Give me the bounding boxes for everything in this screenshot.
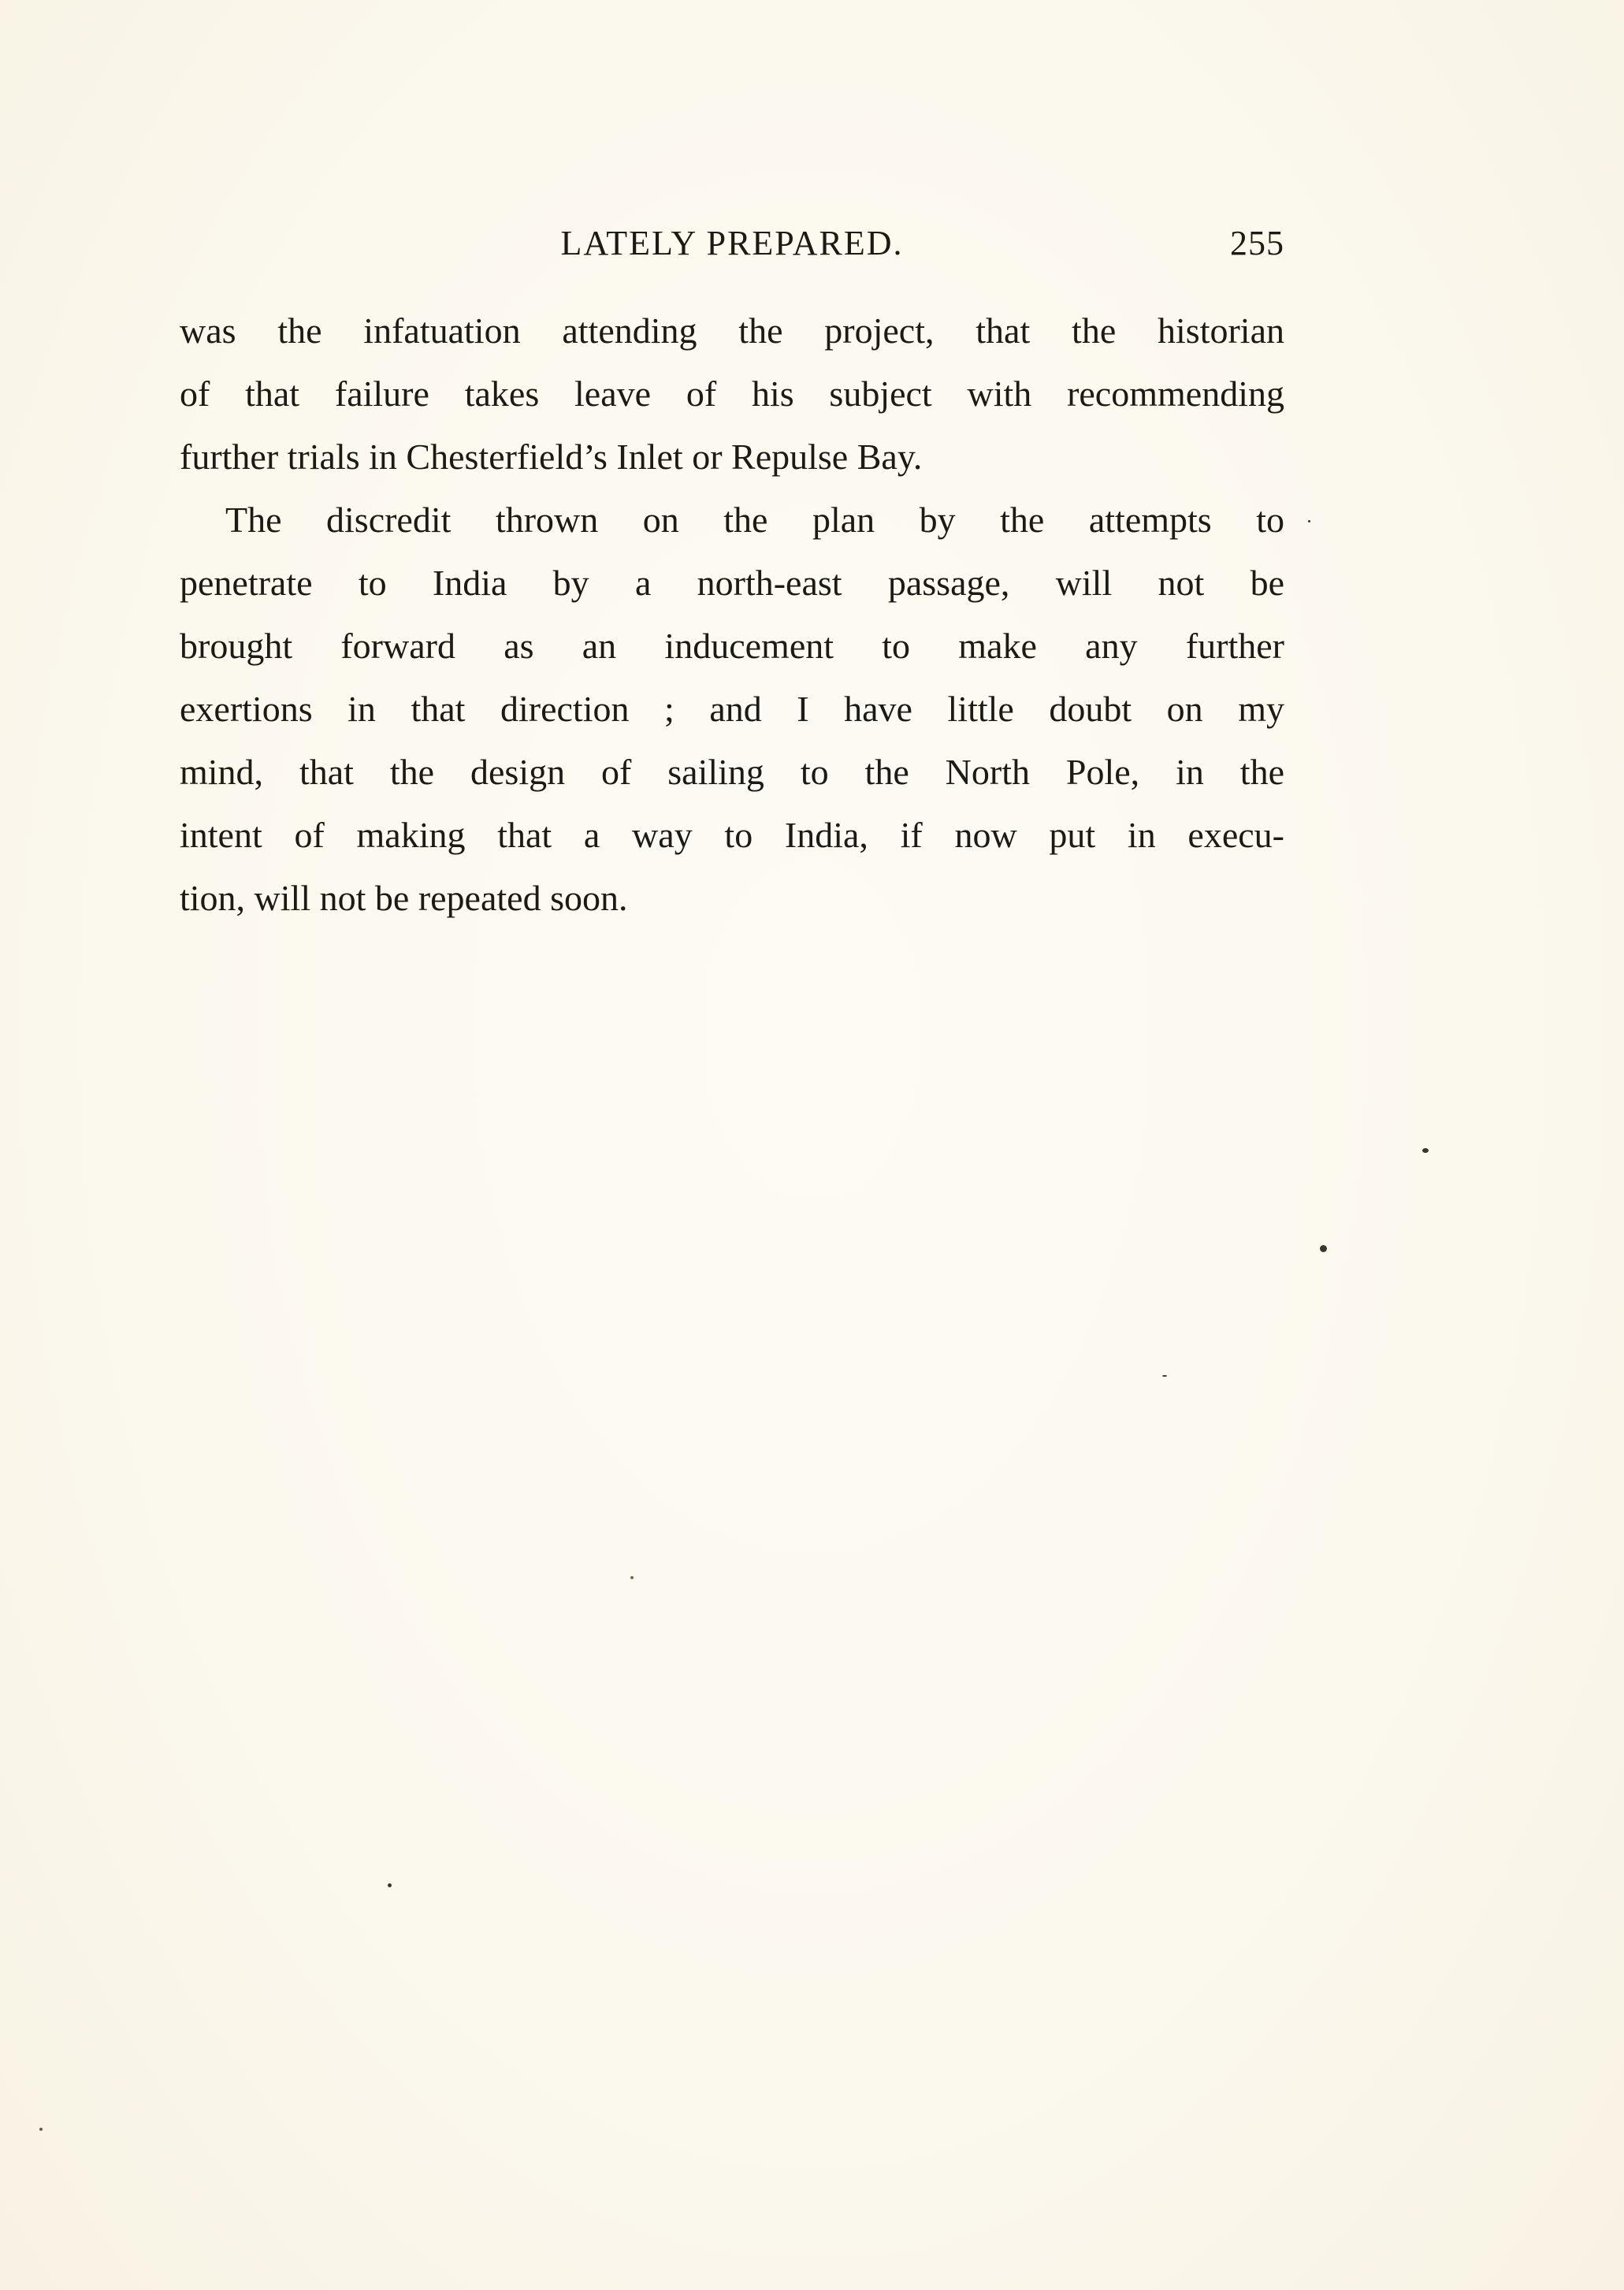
body-text [180, 299, 1284, 930]
text-line: exertions in that direction ; and I have little doubt on my [180, 689, 1284, 729]
text-line: of that failure takes leave of his subject with recommending [180, 374, 1284, 414]
paper-speck [630, 1576, 634, 1579]
text-line: mind, that the design of sailing to the North Pole, in the [180, 752, 1284, 792]
text-line: penetrate to India by a north-east passage, will not be [180, 563, 1284, 603]
text-line: The discredit thrown on the plan by the attempts to [225, 500, 1284, 540]
running-title: LATELY PREPARED. [560, 224, 904, 262]
page-header [180, 216, 1284, 271]
paper-speck [1162, 1375, 1167, 1377]
page-number: 255 [1230, 224, 1284, 262]
paper-speck [1422, 1148, 1429, 1153]
text-line: intent of making that a way to India, if now put in execu- [180, 815, 1284, 855]
text-line: was the infatuation attending the project, that the historian [180, 310, 1284, 351]
paper-speck [388, 1883, 392, 1887]
paper-speck [1320, 1245, 1327, 1252]
text-line: further trials in Chesterfield’s Inlet or Repulse Bay. [180, 437, 923, 477]
text-line: tion, will not be repeated soon. [180, 878, 628, 918]
text-line: brought forward as an inducement to make any further [180, 626, 1284, 666]
paper-speck [1308, 520, 1310, 522]
paper-speck [39, 2128, 43, 2131]
